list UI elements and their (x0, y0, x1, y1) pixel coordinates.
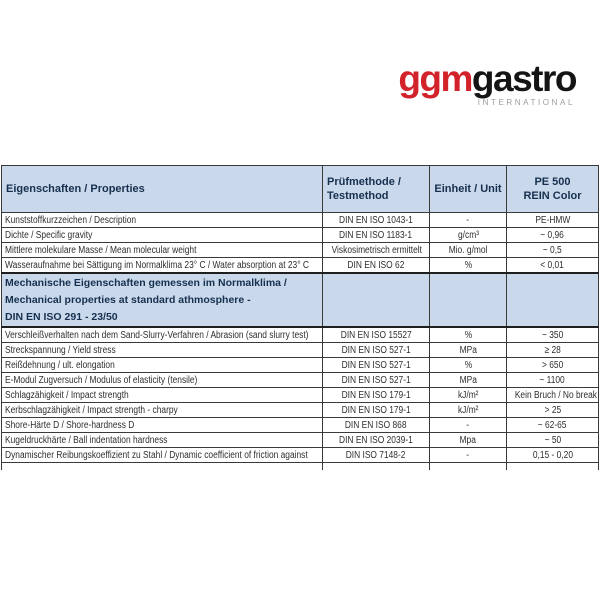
method-cell: DIN EN ISO 1183-1 (323, 228, 430, 243)
col-header-properties: Eigenschaften / Properties (2, 166, 323, 213)
section-empty-cell (507, 273, 599, 327)
truncated-cell (430, 463, 507, 471)
table-row (2, 258, 599, 274)
unit-cell: kJ/m² (430, 403, 507, 418)
unit-cell: - (430, 213, 507, 228)
value-cell: ≥ 28 (507, 343, 599, 358)
method-cell: DIN EN ISO 527-1 (323, 358, 430, 373)
unit-cell: g/cm³ (430, 228, 507, 243)
table-row (2, 213, 599, 228)
unit-cell: % (430, 358, 507, 373)
property-cell: Kerbschlagzähigkeit / Impact strength - charpy (2, 403, 323, 418)
method-cell: DIN EN ISO 1043-1 (323, 213, 430, 228)
section-header-row (2, 273, 599, 327)
unit-cell: Mio. g/mol (430, 243, 507, 258)
property-cell: Kunststoffkurzzeichen / Description (2, 213, 323, 228)
unit-cell: - (430, 448, 507, 463)
value-cell: ~ 50 (507, 433, 599, 448)
property-cell: Kugeldruckhärte / Ball indentation hardness (2, 433, 323, 448)
value-cell: Kein Bruch / No break (507, 388, 599, 403)
section-empty-cell (323, 273, 430, 327)
table-row (2, 418, 599, 433)
method-cell: DIN EN ISO 62 (323, 258, 430, 274)
method-cell: DIN EN ISO 527-1 (323, 343, 430, 358)
value-cell: 0,15 - 0,20 (507, 448, 599, 463)
table-row (2, 388, 599, 403)
value-cell: PE-HMW (507, 213, 599, 228)
property-cell: Mittlere molekulare Masse / Mean molecular weight (2, 243, 323, 258)
unit-cell: - (430, 418, 507, 433)
value-cell: ~ 0,5 (507, 243, 599, 258)
value-cell: ~ 62-65 (507, 418, 599, 433)
logo-text-ggm: ggm (398, 58, 472, 99)
section-empty-cell (430, 273, 507, 327)
col-header-unit: Einheit / Unit (430, 166, 507, 213)
property-cell: Streckspannung / Yield stress (2, 343, 323, 358)
unit-cell: MPa (430, 343, 507, 358)
unit-cell: % (430, 258, 507, 274)
table-row (2, 243, 599, 258)
property-cell: Verschleißverhalten nach dem Sand-Slurry-Verfahren / Abrasion (sand slurry test) (2, 327, 323, 343)
value-cell: ~ 0,96 (507, 228, 599, 243)
col-header-testmethod: Prüfmethode / Testmethod (323, 166, 430, 213)
unit-cell: MPa (430, 373, 507, 388)
value-cell: ~ 1100 (507, 373, 599, 388)
property-cell: Wasseraufnahme bei Sättigung im Normalklima 23° C / Water absorption at 23° C (2, 258, 323, 274)
value-cell: > 25 (507, 403, 599, 418)
table-row (2, 448, 599, 463)
material-properties-table (1, 165, 599, 470)
table-row (2, 358, 599, 373)
table-row (2, 343, 599, 358)
table-row (2, 373, 599, 388)
logo-subtitle: INTERNATIONAL (477, 98, 575, 107)
property-cell: Reißdehnung / ult. elongation (2, 358, 323, 373)
unit-cell: % (430, 327, 507, 343)
logo-wordmark (398, 60, 576, 97)
method-cell: DIN EN ISO 868 (323, 418, 430, 433)
unit-cell: Mpa (430, 433, 507, 448)
table-row (2, 403, 599, 418)
table-header-row (2, 166, 599, 213)
truncated-row (2, 463, 599, 471)
property-cell: Schlagzähigkeit / Impact strength (2, 388, 323, 403)
truncated-cell (507, 463, 599, 471)
method-cell: DIN EN ISO 179-1 (323, 403, 430, 418)
method-cell: DIN EN ISO 179-1 (323, 388, 430, 403)
value-cell: < 0,01 (507, 258, 599, 274)
section-title-cell: Mechanische Eigenschaften gemessen im Normalklima / Mechanical properties at standard athmosphere - DIN EN ISO 291 - 23/50 (2, 273, 323, 327)
property-cell: Dichte / Specific gravity (2, 228, 323, 243)
truncated-cell (2, 463, 323, 471)
table-row (2, 228, 599, 243)
ggmgastro-logo (398, 60, 576, 107)
value-cell: ~ 350 (507, 327, 599, 343)
property-cell: Shore-Härte D / Shore-hardness D (2, 418, 323, 433)
col-header-grade: PE 500 REIN Color (507, 166, 599, 213)
method-cell: DIN EN ISO 15527 (323, 327, 430, 343)
truncated-cell (323, 463, 430, 471)
table-row (2, 433, 599, 448)
property-cell: Dynamischer Reibungskoeffizient zu Stahl / Dynamic coefficient of friction against (2, 448, 323, 463)
properties-table-body (2, 213, 599, 471)
method-cell: DIN EN ISO 527-1 (323, 373, 430, 388)
unit-cell: kJ/m² (430, 388, 507, 403)
method-cell: DIN ISO 7148-2 (323, 448, 430, 463)
logo-text-gastro: gastro (471, 58, 576, 99)
method-cell: DIN EN ISO 2039-1 (323, 433, 430, 448)
property-cell: E-Modul Zugversuch / Modulus of elasticity (tensile) (2, 373, 323, 388)
value-cell: > 650 (507, 358, 599, 373)
method-cell: Viskosimetrisch ermittelt (323, 243, 430, 258)
table-row (2, 327, 599, 343)
